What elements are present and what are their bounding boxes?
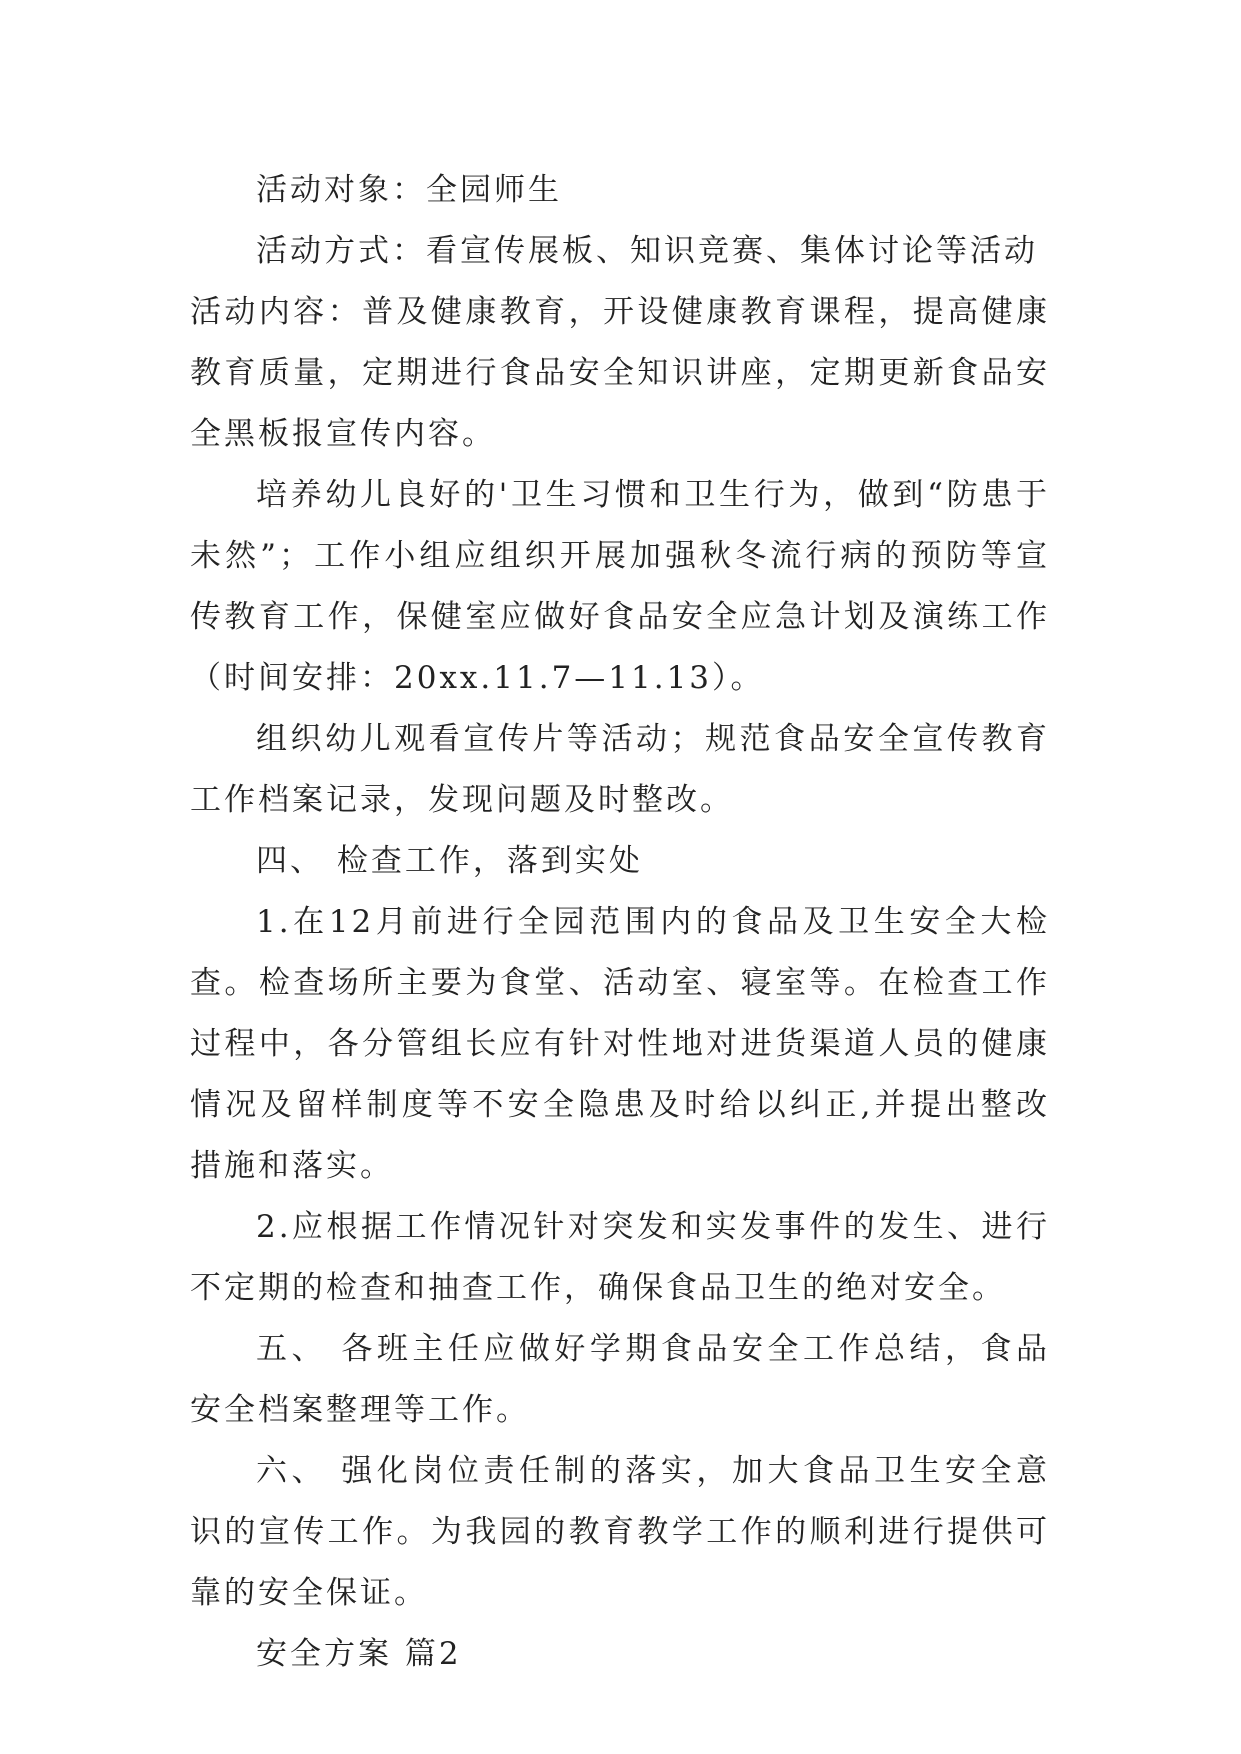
paragraph-hygiene-habits: 培养幼儿良好的'卫生习惯和卫生行为，做到“防患于未然”；工作小组应组织开展加强秋冬流行病的预防等宣传教育工作，保健室应做好食品安全应急计划及演练工作（时间安排：20xx.11.7—11.13）。 <box>190 477 1050 696</box>
paragraph-inspection-item-2: 2.应根据工作情况针对突发和实发事件的发生、进行不定期的检查和抽查工作，确保食品卫生的绝对安全。 <box>190 1209 1050 1306</box>
paragraph-activity-target: 活动对象：全园师生 <box>256 172 562 208</box>
paragraph-promo-films: 组织幼儿观看宣传片等活动；规范食品安全宣传教育工作档案记录，发现问题及时整改。 <box>190 721 1050 818</box>
section-heading-plan-2: 安全方案 篇2 <box>256 1636 462 1672</box>
section-heading-inspection: 四、 检查工作，落到实处 <box>256 843 643 879</box>
paragraph-section-six: 六、 强化岗位责任制的落实，加大食品卫生安全意识的宣传工作。为我园的教育教学工作的顺利进行提供可靠的安全保证。 <box>190 1453 1050 1611</box>
paragraph-activity-content: 活动内容：普及健康教育，开设健康教育课程，提高健康教育质量，定期进行食品安全知识讲座，定期更新食品安全黑板报宣传内容。 <box>190 294 1050 452</box>
paragraph-activity-method: 活动方式：看宣传展板、知识竞赛、集体讨论等活动 <box>256 233 1038 269</box>
paragraph-section-five: 五、 各班主任应做好学期食品安全工作总结，食品安全档案整理等工作。 <box>190 1331 1050 1428</box>
paragraph-inspection-item-1: 1.在12月前进行全园范围内的食品及卫生安全大检查。检查场所主要为食堂、活动室、寝室等。在检查工作过程中，各分管组长应有针对性地对进货渠道人员的健康情况及留样制度等不安全隐患及时给以纠正,并提出整改措施和落实。 <box>190 904 1050 1184</box>
document-page <box>190 160 1050 1685</box>
